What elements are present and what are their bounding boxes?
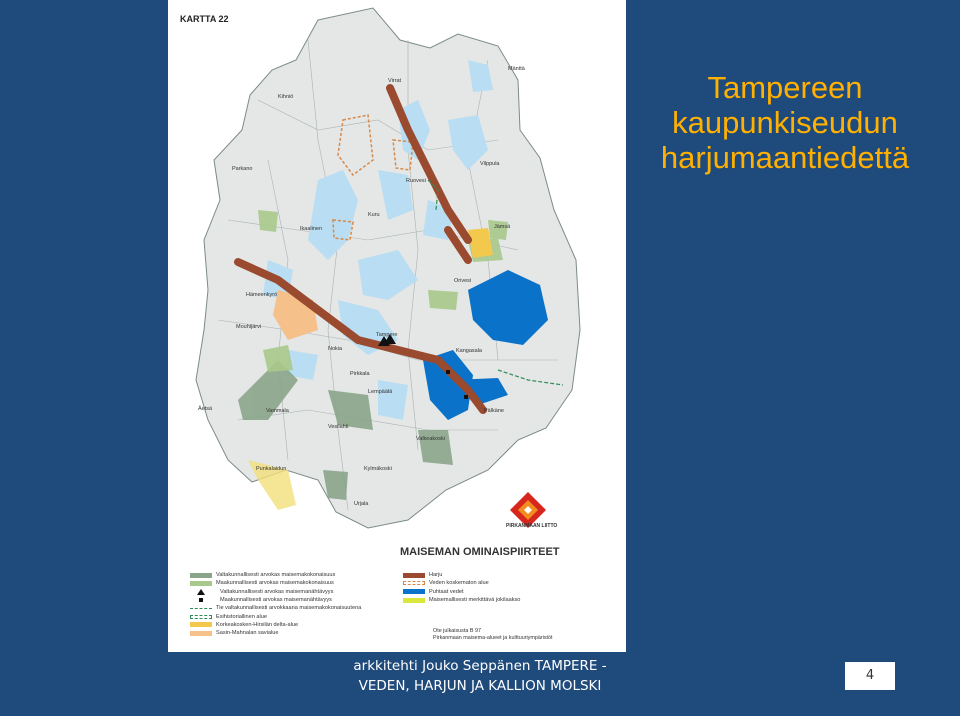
legend-label: Tie valtakunnallisesti arvokkaana maisemakokonaisuutena <box>216 605 362 612</box>
page-number: 4 <box>865 668 875 683</box>
legend-label: Korkeakosken-Hirsilän delta-alue <box>216 621 299 628</box>
slide-footer <box>330 656 630 696</box>
legend-item <box>190 612 361 620</box>
legend-swatch <box>403 581 425 585</box>
legend-item <box>190 579 361 587</box>
legend-item <box>190 571 361 579</box>
legend-label: Sasin-Mahnalan savialue <box>216 630 279 637</box>
place-mantta: Mänttä <box>508 66 525 72</box>
legend-item <box>403 588 520 596</box>
legend-label: Puhtaat vedet <box>429 588 464 595</box>
place-ruovesi: Ruovesi <box>406 178 426 184</box>
legend-swatch <box>403 573 425 578</box>
legend-item <box>403 571 520 579</box>
legend-swatch <box>190 608 212 609</box>
place-vammala: Vammala <box>266 408 289 414</box>
place-pirkkala: Pirkkala <box>350 371 370 377</box>
legend-label: Harju <box>429 572 443 579</box>
legend-label: Maisemallisesti merkittävä jokilaakso <box>429 597 521 604</box>
footer-line: VEDEN, HARJUN JA KALLION MOLSKI <box>358 678 602 694</box>
title-line: kaupunkiseudun <box>672 105 898 140</box>
map-heading: MAISEMAN OMINAISPIIRTEET <box>400 546 560 558</box>
legend-swatch <box>190 631 212 636</box>
place-valkeakoski: Valkeakoski <box>416 436 445 442</box>
place-urjala: Urjala <box>354 501 369 507</box>
legend-swatch <box>190 615 212 619</box>
legend-item <box>403 579 520 587</box>
legend-swatch <box>403 598 425 603</box>
page-number-box <box>845 662 895 690</box>
logo-text: PIRKANMAAN LIITTO <box>506 523 558 529</box>
place-vilppula: Vilppula <box>480 161 500 167</box>
legend-right <box>403 571 520 604</box>
legend-swatch <box>403 589 425 594</box>
map-label: KARTTA 22 <box>180 14 229 24</box>
place-kylmakoski: Kylmäkoski <box>364 466 392 472</box>
place-mouhijarvi: Mouhijärvi <box>236 324 262 330</box>
map-figure <box>168 0 626 652</box>
legend-item <box>190 604 361 612</box>
place-tampere: Tampere <box>376 332 398 338</box>
legend-swatch <box>190 581 212 586</box>
place-virrat: Virrat <box>388 78 402 84</box>
place-nokia: Nokia <box>328 346 343 352</box>
place-jamsa: Jämsä <box>494 224 511 230</box>
place-kuru: Kuru <box>368 212 380 218</box>
source-note <box>433 628 553 642</box>
legend-item <box>190 588 361 596</box>
legend-left <box>190 571 361 637</box>
slide-title <box>640 70 930 175</box>
source-note-line: Pirkanmaan maisema-alueet ja kulttuuriympäristöt <box>433 635 553 641</box>
triangle-icon <box>197 589 205 595</box>
legend-swatch <box>190 622 212 627</box>
place-kangasala: Kangasala <box>456 348 482 354</box>
legend-item <box>190 629 361 637</box>
place-punkalaidun: Punkalaidun <box>256 466 287 472</box>
legend-label: Valtakunnallisesti arvokas maisemanähtävyys <box>220 588 334 595</box>
legend-label: Valtakunnallisesti arvokas maisemakokonaisuus <box>216 572 336 579</box>
place-kihnio: Kihniö <box>278 94 294 100</box>
title-line: Tampereen <box>707 70 863 105</box>
footer-line: arkkitehti Jouko Seppänen TAMPERE - <box>353 658 607 674</box>
legend-item <box>190 596 361 604</box>
legend-label: Maakunnallisesti arvokas maisemanähtävyys <box>220 597 332 604</box>
place-orivesi: Orivesi <box>454 278 472 284</box>
place-palkane: Pälkäne <box>484 408 504 414</box>
legend-label: Maakunnallisesti arvokas maisemakokonaisuus <box>216 580 334 587</box>
legend-label: Esihistoriallinen alue <box>216 613 267 620</box>
square-icon <box>199 598 203 602</box>
place-aetsa: Äetsä <box>198 406 213 412</box>
legend-item <box>403 596 520 604</box>
source-note-line: Ote julkaisusta B 97 <box>433 628 481 634</box>
title-line: harjumaantiedettä <box>660 140 910 175</box>
legend-label: Veden koskematon alue <box>429 580 489 587</box>
place-parkano: Parkano <box>232 166 253 172</box>
place-lempaala: Lempäälä <box>368 389 393 395</box>
legend-item <box>190 621 361 629</box>
legend-swatch <box>190 573 212 578</box>
place-ikaalinen: Ikaalinen <box>300 226 323 232</box>
place-hameenkyro: Hämeenkyrö <box>246 292 278 298</box>
place-vesilahti: Vesilahti <box>328 424 349 430</box>
